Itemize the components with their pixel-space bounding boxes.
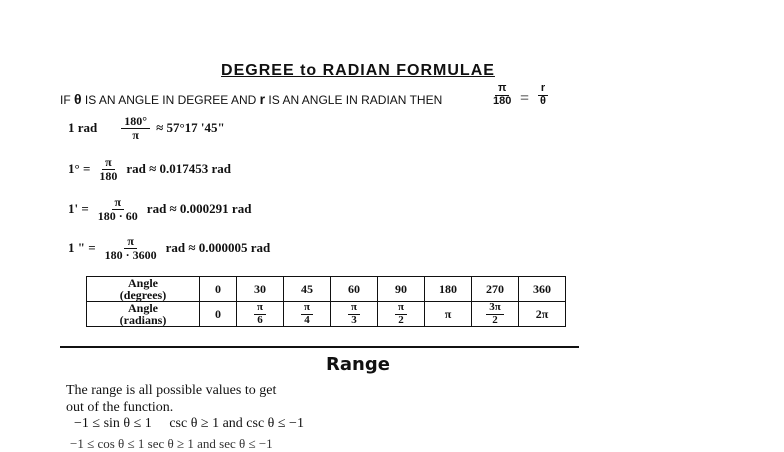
degree-cell: 360 bbox=[519, 277, 566, 302]
angle-conversion-table bbox=[86, 276, 566, 327]
radian-cell: $\frac{\pi}{3}$ bbox=[331, 302, 378, 327]
radian-cell: $\frac{\pi}{6}$ bbox=[237, 302, 284, 327]
degree-cell: 30 bbox=[237, 277, 284, 302]
radian-cell: $\frac{\pi}{2}$ bbox=[378, 302, 425, 327]
radian-cell: 0 bbox=[200, 302, 237, 327]
range-heading: Range bbox=[326, 354, 390, 375]
formula-one-second: 1 " = $\frac{\pi}{180 \cdot 3600}$ rad ≈ 0.000005 rad bbox=[68, 234, 271, 262]
theta-symbol: θ bbox=[74, 91, 82, 107]
degree-cell: 180 bbox=[425, 277, 472, 302]
pi-over-180-fraction: $\frac{\pi}{180}$ bbox=[493, 82, 512, 107]
intro-text-2: IS AN ANGLE IN DEGREE AND bbox=[81, 93, 260, 107]
range-inequalities bbox=[74, 416, 318, 432]
r-over-theta-fraction: $\frac{r}{\theta}$ bbox=[537, 83, 549, 107]
radian-cell: $\frac{\pi}{4}$ bbox=[284, 302, 331, 327]
clipped-range-line: −1 ≤ cos θ ≤ 1 sec θ ≥ 1 and sec θ ≤ −1 bbox=[70, 436, 273, 451]
degree-cell: 270 bbox=[472, 277, 519, 302]
degrees-row bbox=[87, 277, 566, 302]
sine-range: −1 ≤ sin θ ≤ 1 bbox=[74, 416, 152, 431]
intro-text-3: IS AN ANGLE IN RADIAN THEN bbox=[265, 93, 443, 107]
degree-cell: 0 bbox=[200, 277, 237, 302]
radian-cell: 2π bbox=[519, 302, 566, 327]
radians-row-label: Angle (radians) bbox=[87, 302, 200, 327]
formula-one-radian: 1 rad $\frac{180^\circ}{\pi}$ ≈ 57°17 '45" bbox=[68, 114, 225, 142]
equals-sign: = bbox=[520, 90, 530, 107]
formula-one-degree: 1° = $\frac{\pi}{180}$ rad ≈ 0.017453 rad bbox=[68, 155, 231, 183]
degree-cell: 45 bbox=[284, 277, 331, 302]
range-description: The range is all possible values to get out of the function. bbox=[66, 383, 277, 415]
cosecant-range: csc θ ≥ 1 and csc θ ≤ −1 bbox=[169, 416, 304, 431]
formula-one-minute: 1' = $\frac{\pi}{180 \cdot 60}$ rad ≈ 0.000291 rad bbox=[68, 195, 252, 223]
intro-statement bbox=[60, 91, 442, 107]
degree-cell: 60 bbox=[331, 277, 378, 302]
radian-cell: π bbox=[425, 302, 472, 327]
page-title: DEGREE to RADIAN FORMULAE bbox=[221, 62, 495, 79]
degree-cell: 90 bbox=[378, 277, 425, 302]
radian-cell: $\frac{3\pi}{2}$ bbox=[472, 302, 519, 327]
r-symbol: r bbox=[259, 91, 266, 107]
radians-row bbox=[87, 302, 566, 327]
section-divider bbox=[60, 346, 579, 348]
degrees-row-label: Angle (degrees) bbox=[87, 277, 200, 302]
intro-text-1: IF bbox=[60, 93, 74, 107]
